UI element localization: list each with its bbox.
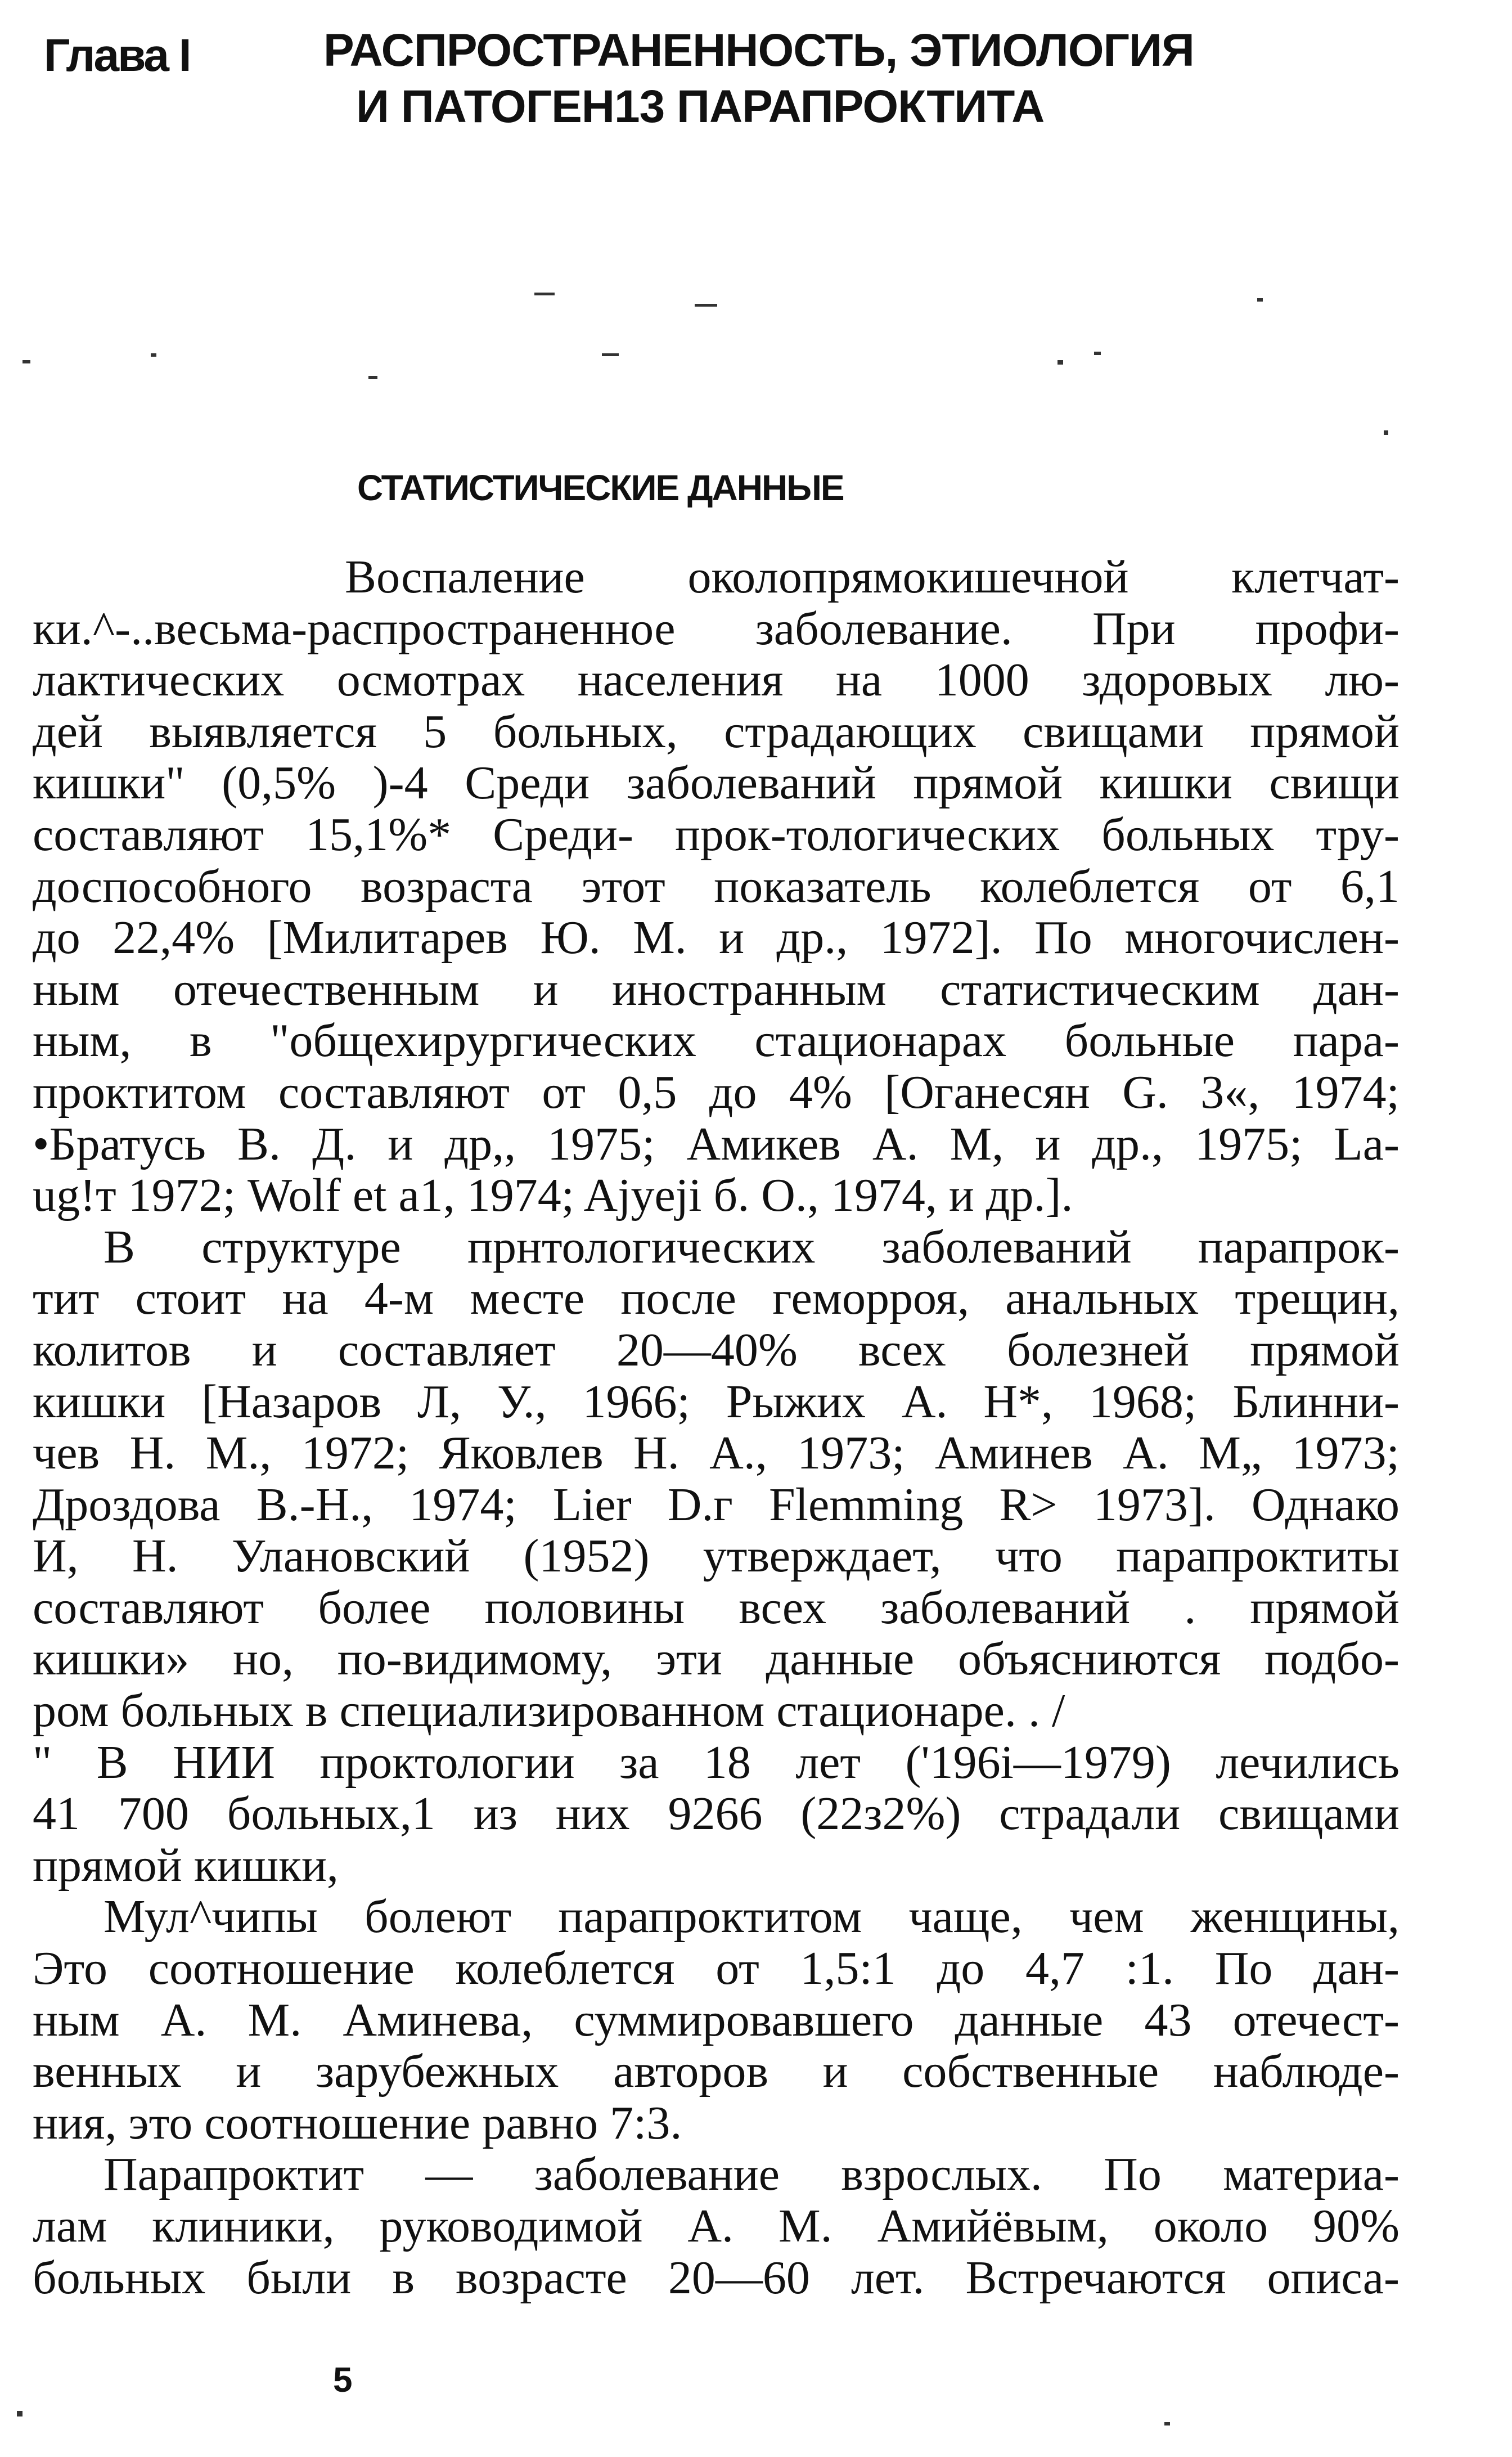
scan-speck [368, 376, 377, 379]
scan-speck [1257, 298, 1263, 302]
text-line: ным отечественным и иностранным статистическим дан- [33, 963, 1400, 1016]
text-line: ния, это соотношение равно 7:3. [33, 2096, 682, 2149]
scan-speck [17, 2411, 22, 2416]
chapter-title-line-2: И ПАТОГЕН13 ПАРАПРОКТИТА [356, 81, 1045, 132]
chapter-title-line-1: РАСПРОСТРАНЕННОСТЬ, ЭТИОЛОГИЯ [323, 25, 1194, 76]
text-line: •Братусь В. Д. и др,, 1975; Амикев А. М, и др., 1975; La- [33, 1117, 1400, 1170]
text-line: Парапроктит — заболевание взрослых. По материа- [104, 2148, 1400, 2201]
text-line: составляют более половины всех заболеваний . прямой [33, 1581, 1400, 1634]
text-line: доспособного возраста этот показатель колеблется от 6,1 [33, 860, 1400, 913]
text-line: колитов и составляет 20—40% всех болезней прямой [33, 1323, 1400, 1376]
text-line: лам клиники, руководимой А. М. Амийёвым, около 90% [33, 2200, 1400, 2252]
text-line: В структуре прнтологических заболеваний парапрок- [104, 1220, 1400, 1273]
text-line: Дроздова В.-Н., 1974; Lier D.г Flemming R> 1973]. Однако [33, 1478, 1400, 1531]
scan-speck [22, 360, 30, 363]
chapter-title [323, 23, 1280, 135]
text-line: ным А. М. Аминева, суммировавшего данные 43 отечест- [33, 1993, 1400, 2046]
text-line: ug!т 1972; Wolf et a1, 1974; Ajyeji б. О., 1974, и др.]. [33, 1169, 1073, 1222]
text-line: ным, в "общехирургических стационарах больные пара- [33, 1014, 1400, 1067]
text-line: Мул^чипы болеют парапроктитом чаще, чем женщины, [104, 1890, 1400, 1943]
scan-speck [695, 304, 717, 307]
scan-speck [1164, 2422, 1170, 2425]
text-line: венных и зарубежных авторов и собственные наблюде- [33, 2045, 1400, 2098]
text-line: " В НИИ проктологии за 18 лет ('196i—1979) лечились [33, 1736, 1400, 1789]
text-line: Воспаление околопрямокишечной клетчат- [345, 551, 1400, 603]
text-line: И, Н. Улановский (1952) утверждает, что парапроктиты [33, 1530, 1400, 1583]
text-line: ки.^-..весьма-распространенное заболевание. При профи- [33, 602, 1400, 655]
text-line: дей выявляется 5 больных, страдающих свищами прямой [33, 705, 1400, 758]
text-line: кишки" (0,5% )-4 Среди заболеваний прямой кишки свищи [33, 757, 1400, 810]
chapter-label: Глава I [44, 30, 190, 81]
text-line: до 22,4% [Милитарев Ю. М. и др., 1972]. По многочислен- [33, 911, 1400, 964]
scan-speck [1384, 430, 1388, 435]
text-line: лактических осмотрах населения на 1000 здоровых лю- [33, 654, 1400, 707]
text-line: проктитом составляют от 0,5 до 4% [Оганесян G. 3«, 1974; [33, 1066, 1400, 1119]
text-line: Это соотношение колеблется от 1,5:1 до 4,7 :1. По дан- [33, 1942, 1400, 1995]
text-line: ром больных в специализированном стационаре. . / [33, 1685, 1065, 1737]
text-line: составляют 15,1%* Среди- прок-тологических больных тру- [33, 808, 1400, 861]
text-line: тит стоит на 4-м месте после геморроя, анальных трещин, [33, 1272, 1400, 1325]
scan-speck [534, 293, 555, 295]
text-line: прямой кишки, [33, 1839, 339, 1892]
page-number: 5 [333, 2361, 353, 2400]
text-line: больных были в возрасте 20—60 лет. Встречаются описа- [33, 2251, 1400, 2304]
text-line: кишки [Назаров Л, У., 1966; Рыжих А. Н*, 1968; Блинни- [33, 1375, 1400, 1428]
text-line: кишки» но, по-видимому, эти данные объясниются подбо- [33, 1633, 1400, 1686]
section-heading: СТАТИСТИЧЕСКИЕ ДАННЫЕ [357, 468, 844, 508]
scan-speck [151, 353, 156, 357]
scan-speck [1094, 352, 1101, 355]
scan-speck [1058, 360, 1063, 365]
text-line: 41 700 больных,1 из них 9266 (22з2%) страдали свищами [33, 1787, 1400, 1840]
scan-speck [602, 353, 619, 356]
text-line: чев Н. М., 1972; Яковлев Н. А., 1973; Аминев А. М„ 1973; [33, 1427, 1400, 1480]
body-text [33, 551, 1400, 2303]
